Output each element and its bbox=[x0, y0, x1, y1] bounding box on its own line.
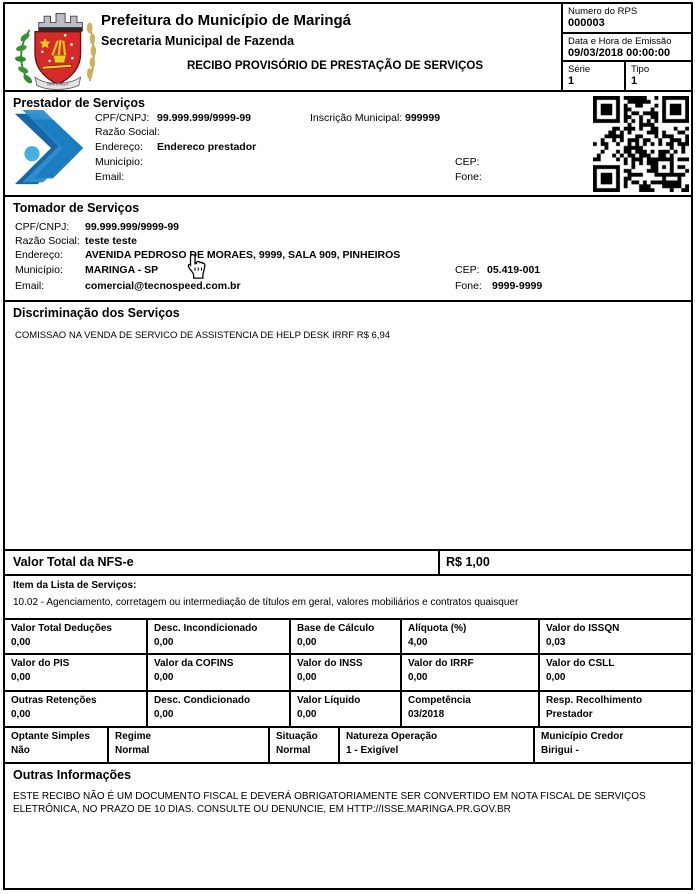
discriminacao-title: Discriminação dos Serviços bbox=[13, 306, 180, 320]
discriminacao-text: COMISSAO NA VENDA DE SERVICO DE ASSISTENCIA DE HELP DESK IRRF R$ 6,94 bbox=[15, 330, 391, 341]
prestador-endereco-value: Endereco prestador bbox=[157, 141, 257, 153]
prestador-section bbox=[5, 92, 691, 197]
cell-outras-retencoes bbox=[5, 692, 148, 726]
prestador-title: Prestador de Serviços bbox=[13, 96, 146, 110]
tipo-label: Tipo bbox=[631, 64, 650, 75]
cell-value: 03/2018 bbox=[408, 709, 445, 720]
cell-label: Valor do CSLL bbox=[546, 658, 615, 669]
cell-label: Alíquota (%) bbox=[408, 623, 467, 634]
cell-value: Birigui - bbox=[541, 745, 579, 756]
outras-informacoes-text: ESTE RECIBO NÃO É UM DOCUMENTO FISCAL E DEVERÁ OBRIGATORIAMENTE SER CONVERTIDO EM NOTA FISCAL DE SERVIÇOS ELETRÔNICA, NO PRAZO DE 10 DIAS. CONSULTE OU DENUNCIE, EM HTTP://ISSE.MARINGA.PR.GOV.BR bbox=[13, 791, 646, 815]
emission-value: 09/03/2018 00:00:00 bbox=[568, 47, 671, 59]
cell-base-calculo bbox=[291, 620, 402, 653]
tomador-cpf-label: CPF/CNPJ: bbox=[15, 221, 70, 233]
tomador-cep-value: 05.419-001 bbox=[487, 264, 541, 276]
serie-value: 1 bbox=[568, 75, 575, 87]
item-lista-section bbox=[5, 576, 691, 620]
cell-valor-total-deducoes bbox=[5, 620, 148, 653]
serie-label: Série bbox=[568, 64, 591, 75]
rps-info-box bbox=[561, 4, 691, 92]
qr-code bbox=[593, 96, 689, 192]
values-table-row-3 bbox=[5, 692, 691, 728]
tomador-title: Tomador de Serviços bbox=[13, 201, 140, 215]
tipo-value: 1 bbox=[631, 75, 638, 87]
tomador-endereco-value: AVENIDA PEDROSO DE MORAES, 9999, SALA 909, PINHEIROS bbox=[85, 249, 401, 261]
outras-informacoes-section bbox=[5, 764, 691, 888]
cell-value: Não bbox=[11, 745, 30, 756]
tomador-municipio-value: MARINGA - SP bbox=[85, 264, 159, 276]
cell-desc-incondicionado bbox=[148, 620, 291, 653]
cell-label: Natureza Operação bbox=[346, 731, 438, 742]
cell-optante-simples bbox=[5, 728, 109, 762]
cell-regime bbox=[109, 728, 270, 762]
values-table-row-4 bbox=[5, 728, 691, 764]
cell-value: 0,00 bbox=[408, 672, 428, 683]
municipality-title: Prefeitura do Município de Maringá bbox=[101, 12, 352, 29]
cell-valor-irrf bbox=[402, 655, 540, 690]
cell-value: Normal bbox=[276, 745, 311, 756]
emission-label: Data e Hora de Emissão bbox=[568, 36, 672, 47]
cell-value: 0,00 bbox=[11, 672, 31, 683]
values-table-row-1 bbox=[5, 620, 691, 655]
tomador-endereco-label: Endereço: bbox=[15, 249, 63, 261]
cell-value: 0,00 bbox=[154, 672, 174, 683]
prestador-inscricao-value: 999999 bbox=[405, 112, 441, 124]
cell-value: 0,00 bbox=[297, 672, 317, 683]
tomador-cpf-value: 99.999.999/9999-99 bbox=[85, 221, 180, 233]
item-lista-label: Item da Lista de Serviços: bbox=[13, 580, 137, 591]
cell-label: Valor do ISSQN bbox=[546, 623, 620, 634]
cell-label: Valor do IRRF bbox=[408, 658, 474, 669]
cell-value: 1 - Exigível bbox=[346, 745, 399, 756]
cell-competencia bbox=[402, 692, 540, 726]
cell-valor-inss bbox=[291, 655, 402, 690]
cell-label: Município Credor bbox=[541, 731, 624, 742]
valor-total-label: Valor Total da NFS-e bbox=[5, 551, 440, 574]
cell-label: Desc. Incondicionado bbox=[154, 623, 258, 634]
cell-valor-cofins bbox=[148, 655, 291, 690]
cell-value: 0,00 bbox=[546, 672, 566, 683]
tomador-municipio-label: Município: bbox=[15, 264, 63, 276]
cell-situacao bbox=[270, 728, 340, 762]
rps-number-label: Numero do RPS bbox=[568, 6, 638, 17]
valor-total-value: R$ 1,00 bbox=[446, 555, 490, 569]
tipo-cell bbox=[626, 62, 691, 92]
prestador-email-label: Email: bbox=[95, 171, 125, 183]
cell-label: Outras Retenções bbox=[11, 695, 97, 706]
cell-label: Valor Total Deduções bbox=[11, 623, 112, 634]
serie-tipo-row bbox=[563, 62, 691, 92]
department-subtitle: Secretaria Municipal de Fazenda bbox=[101, 34, 295, 48]
tomador-razao-label: Razão Social: bbox=[15, 235, 80, 247]
values-table-row-2 bbox=[5, 655, 691, 692]
cell-label: Valor do PIS bbox=[11, 658, 70, 669]
cell-label: Valor do INSS bbox=[297, 658, 363, 669]
prestador-cep-label: CEP: bbox=[455, 156, 480, 168]
cell-value: 0,00 bbox=[11, 709, 31, 720]
cell-label: Regime bbox=[115, 731, 152, 742]
cell-desc-condicionado bbox=[148, 692, 291, 726]
valor-total-row bbox=[5, 551, 691, 576]
outras-informacoes-title: Outras Informações bbox=[13, 768, 132, 782]
prestador-fone-label: Fone: bbox=[455, 171, 482, 183]
cell-resp-recolhimento bbox=[540, 692, 691, 726]
prestador-inscricao-label: Inscrição Municipal: bbox=[310, 112, 403, 124]
cell-value: 0,00 bbox=[297, 709, 317, 720]
cell-natureza-operacao bbox=[340, 728, 535, 762]
prestador-endereco-label: Endereço: bbox=[95, 141, 143, 153]
cell-value: 0,00 bbox=[11, 637, 31, 648]
emission-cell bbox=[563, 34, 691, 62]
cell-label: Valor da COFINS bbox=[154, 658, 234, 669]
cell-label: Desc. Condicionado bbox=[154, 695, 251, 706]
tomador-email-label: Email: bbox=[15, 280, 45, 292]
prestador-razao-label: Razão Social: bbox=[95, 126, 160, 138]
rps-number-cell bbox=[563, 4, 691, 34]
tomador-razao-value: teste teste bbox=[85, 235, 137, 247]
cell-value: 0,00 bbox=[154, 637, 174, 648]
cell-valor-csll bbox=[540, 655, 691, 690]
cell-value: Normal bbox=[115, 745, 150, 756]
cell-value: 4,00 bbox=[408, 637, 428, 648]
prestador-cpf-label: CPF/CNPJ: bbox=[95, 112, 150, 124]
prestador-company-logo-icon bbox=[13, 108, 89, 188]
cell-valor-issqn bbox=[540, 620, 691, 653]
cell-label: Valor Líquido bbox=[297, 695, 361, 706]
cell-municipio-credor bbox=[535, 728, 691, 762]
rps-number-value: 000003 bbox=[568, 17, 605, 29]
tomador-fone-label: Fone: bbox=[455, 280, 482, 292]
maringa-coat-of-arms-icon bbox=[13, 8, 99, 90]
item-lista-text: 10.02 - Agenciamento, corretagem ou intermediação de títulos em geral, valores mobiliários e contratos quaisquer bbox=[13, 597, 519, 608]
cell-value: Prestador bbox=[546, 709, 593, 720]
cell-valor-liquido bbox=[291, 692, 402, 726]
cell-value: 0,00 bbox=[297, 637, 317, 648]
cell-value: 0,03 bbox=[546, 637, 566, 648]
document-title: RECIBO PROVISÓRIO DE PRESTAÇÃO DE SERVIÇOS bbox=[186, 60, 484, 72]
document-header bbox=[5, 4, 691, 92]
serie-cell bbox=[563, 62, 626, 92]
cell-aliquota bbox=[402, 620, 540, 653]
cell-label: Optante Simples bbox=[11, 731, 90, 742]
tomador-fone-value: 9999-9999 bbox=[492, 280, 543, 292]
tomador-section bbox=[5, 197, 691, 302]
hand-pointer-cursor-icon bbox=[183, 253, 209, 281]
tomador-email-value: comercial@tecnospeed.com.br bbox=[85, 280, 241, 292]
document-frame bbox=[3, 2, 693, 890]
cell-label: Competência bbox=[408, 695, 471, 706]
prestador-municipio-label: Município: bbox=[95, 156, 143, 168]
cell-label: Situação bbox=[276, 731, 318, 742]
prestador-cpf-value: 99.999.999/9999-99 bbox=[157, 112, 252, 124]
logo-banner-text: MARINGÁ bbox=[47, 81, 69, 87]
discriminacao-section bbox=[5, 302, 691, 551]
cell-label: Base de Cálculo bbox=[297, 623, 375, 634]
cell-valor-pis bbox=[5, 655, 148, 690]
cell-label: Resp. Recolhimento bbox=[546, 695, 643, 706]
cell-value: 0,00 bbox=[154, 709, 174, 720]
tomador-cep-label: CEP: bbox=[455, 264, 480, 276]
